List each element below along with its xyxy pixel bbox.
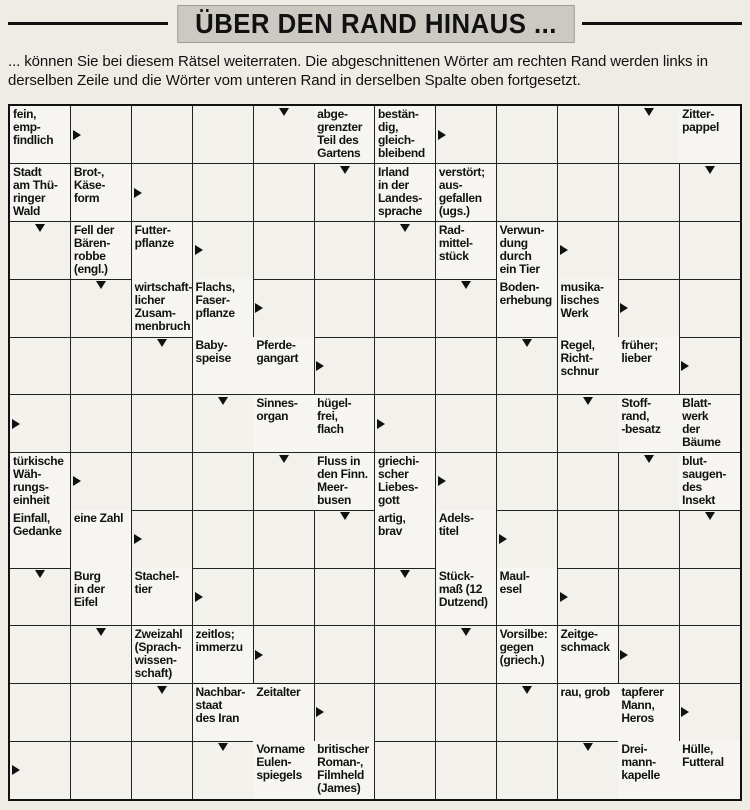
clue-text: blut- saugen- des Insekt (682, 453, 727, 507)
answer-cell[interactable] (314, 568, 375, 626)
clue-text: Stadt am Thü- ringer Wald (13, 164, 58, 218)
clue-text: britischer Roman-, Filmheld (James) (317, 742, 369, 796)
clue-text: hügel- frei, flach (317, 395, 352, 436)
answer-cell[interactable] (253, 510, 314, 568)
answer-cell[interactable] (375, 684, 436, 742)
arrow-down-icon (644, 455, 654, 463)
clue-text: Sinnes- organ (256, 395, 298, 423)
clue-cell (132, 626, 193, 684)
answer-cell[interactable] (679, 568, 740, 626)
clue-cell (558, 337, 619, 395)
answer-cell[interactable] (10, 395, 71, 453)
arrow-right-icon (73, 476, 81, 486)
clue-text: Hülle, Futteral (682, 742, 724, 770)
arrow-down-icon (218, 397, 228, 405)
clue-cell (436, 568, 497, 626)
clue-cell (558, 684, 619, 742)
answer-cell[interactable] (497, 164, 558, 222)
clue-text: Stachel- tier (134, 569, 179, 596)
arrow-down-icon (96, 628, 106, 636)
arrow-down-icon (340, 166, 350, 174)
clue-cell (314, 395, 375, 453)
answer-cell[interactable] (10, 684, 71, 742)
clue-cell (618, 337, 679, 395)
answer-cell[interactable] (558, 510, 619, 568)
clue-text: eine Zahl (73, 511, 124, 526)
title-bar (0, 5, 750, 41)
answer-cell[interactable] (436, 741, 497, 799)
answer-cell[interactable] (558, 164, 619, 222)
clue-cell (558, 626, 619, 684)
clue-cell (679, 453, 740, 511)
arrow-down-icon (96, 281, 106, 289)
crossword-grid (8, 104, 742, 801)
answer-cell[interactable] (253, 279, 314, 337)
answer-cell[interactable] (132, 164, 193, 222)
clue-text: artig, brav (378, 511, 406, 539)
clue-cell (679, 106, 740, 164)
arrow-right-icon (316, 707, 324, 717)
clue-text: bestän- dig, gleich- bleibend (378, 107, 425, 160)
arrow-right-icon (681, 707, 689, 717)
arrow-right-icon (620, 303, 628, 313)
arrow-down-icon (218, 743, 228, 751)
answer-cell[interactable] (314, 164, 375, 222)
answer-cell[interactable] (253, 164, 314, 222)
arrow-down-icon (522, 339, 532, 347)
clue-text: Nachbar- staat des Iran (195, 684, 246, 725)
clue-cell (253, 684, 314, 742)
answer-cell[interactable] (375, 741, 436, 799)
clue-cell (436, 164, 497, 222)
clue-cell (253, 337, 314, 395)
clue-cell (375, 510, 436, 568)
arrow-down-icon (461, 628, 471, 636)
clue-cell (132, 279, 193, 337)
answer-cell[interactable] (71, 741, 132, 799)
answer-cell[interactable] (193, 510, 254, 568)
clue-cell (193, 279, 254, 337)
arrow-down-icon (583, 397, 593, 405)
answer-cell[interactable] (497, 684, 558, 742)
arrow-down-icon (461, 281, 471, 289)
arrow-right-icon (195, 592, 203, 602)
arrow-right-icon (377, 419, 385, 429)
answer-cell[interactable] (497, 106, 558, 164)
clue-cell (436, 510, 497, 568)
answer-cell[interactable] (193, 741, 254, 799)
answer-cell[interactable] (10, 741, 71, 799)
clue-cell (193, 684, 254, 742)
answer-cell[interactable] (679, 337, 740, 395)
answer-cell[interactable] (132, 106, 193, 164)
arrow-down-icon (35, 570, 45, 578)
clue-cell (193, 626, 254, 684)
answer-cell[interactable] (436, 453, 497, 511)
answer-cell[interactable] (132, 684, 193, 742)
answer-cell[interactable] (618, 222, 679, 280)
clue-text: Fell der Bären- robbe (engl.) (73, 222, 115, 276)
clue-text: abge- grenzter Teil des Gartens (317, 107, 363, 160)
arrow-down-icon (644, 108, 654, 116)
answer-cell[interactable] (314, 337, 375, 395)
clue-cell (375, 453, 436, 511)
answer-cell[interactable] (618, 106, 679, 164)
arrow-down-icon (340, 512, 350, 520)
arrow-right-icon (560, 245, 568, 255)
clue-text: Zweizahl (Sprach- wissen- schaft) (134, 626, 183, 680)
answer-cell[interactable] (132, 453, 193, 511)
clue-cell (10, 106, 71, 164)
clue-text: Flachs, Faser- pflanze (195, 280, 235, 321)
clue-cell (253, 395, 314, 453)
answer-cell[interactable] (10, 222, 71, 280)
answer-cell[interactable] (375, 222, 436, 280)
clue-text: Zeitge- schmack (560, 626, 610, 654)
clue-cell (193, 337, 254, 395)
arrow-down-icon (157, 339, 167, 347)
arrow-down-icon (583, 743, 593, 751)
arrow-right-icon (499, 534, 507, 544)
answer-cell[interactable] (436, 106, 497, 164)
arrow-down-icon (705, 512, 715, 520)
answer-cell[interactable] (679, 279, 740, 337)
arrow-right-icon (134, 534, 142, 544)
clue-cell (618, 741, 679, 799)
clue-text: Einfall, Gedanke (13, 511, 62, 539)
clue-cell (375, 164, 436, 222)
arrow-right-icon (134, 188, 142, 198)
clue-text: früher; lieber (621, 338, 658, 365)
answer-cell[interactable] (679, 164, 740, 222)
clue-text: tapferer Mann, Heros (621, 684, 664, 725)
clue-text: Vorsilbe: gegen (griech.) (499, 626, 548, 667)
answer-cell[interactable] (193, 106, 254, 164)
answer-cell[interactable] (193, 453, 254, 511)
arrow-down-icon (279, 108, 289, 116)
clue-cell (132, 222, 193, 280)
answer-cell[interactable] (558, 568, 619, 626)
clue-cell (558, 279, 619, 337)
answer-cell[interactable] (436, 279, 497, 337)
answer-cell[interactable] (314, 222, 375, 280)
answer-cell[interactable] (558, 106, 619, 164)
clue-text: Adels- titel (438, 511, 474, 539)
answer-cell[interactable] (314, 279, 375, 337)
clue-cell (679, 395, 740, 453)
clue-text: rau, grob (560, 684, 610, 699)
arrow-right-icon (73, 130, 81, 140)
answer-cell[interactable] (436, 684, 497, 742)
answer-cell[interactable] (375, 395, 436, 453)
clue-cell (253, 741, 314, 799)
answer-cell[interactable] (71, 337, 132, 395)
answer-cell[interactable] (253, 453, 314, 511)
answer-cell[interactable] (497, 395, 558, 453)
clue-text: Brot-, Käse- form (73, 164, 106, 205)
answer-cell[interactable] (71, 684, 132, 742)
clue-text: Regel, Richt- schnur (560, 338, 599, 378)
clue-text: fein, emp- findlich (13, 107, 54, 147)
answer-cell[interactable] (375, 568, 436, 626)
answer-cell[interactable] (71, 395, 132, 453)
answer-cell[interactable] (10, 337, 71, 395)
answer-cell[interactable] (253, 222, 314, 280)
arrow-right-icon (438, 130, 446, 140)
answer-cell[interactable] (436, 626, 497, 684)
answer-cell[interactable] (497, 453, 558, 511)
arrow-down-icon (279, 455, 289, 463)
answer-cell[interactable] (10, 626, 71, 684)
arrow-right-icon (12, 765, 20, 775)
clue-cell (497, 222, 558, 280)
clue-cell (132, 568, 193, 626)
answer-cell[interactable] (497, 510, 558, 568)
answer-cell[interactable] (71, 279, 132, 337)
answer-cell[interactable] (71, 453, 132, 511)
clue-cell (679, 741, 740, 799)
arrow-right-icon (560, 592, 568, 602)
clue-cell (10, 164, 71, 222)
answer-cell[interactable] (193, 164, 254, 222)
arrow-down-icon (705, 166, 715, 174)
answer-cell[interactable] (10, 568, 71, 626)
answer-cell[interactable] (558, 395, 619, 453)
clue-text: griechi- scher Liebes- gott (378, 453, 419, 507)
clue-text: Blatt- werk der Bäume (682, 395, 721, 449)
arrow-right-icon (681, 361, 689, 371)
arrow-right-icon (12, 419, 20, 429)
answer-cell[interactable] (193, 222, 254, 280)
answer-cell[interactable] (253, 568, 314, 626)
clue-cell (71, 510, 132, 568)
clue-cell (375, 106, 436, 164)
answer-cell[interactable] (679, 684, 740, 742)
answer-cell[interactable] (314, 684, 375, 742)
answer-cell[interactable] (253, 626, 314, 684)
arrow-down-icon (157, 686, 167, 694)
answer-cell[interactable] (314, 626, 375, 684)
arrow-right-icon (438, 476, 446, 486)
answer-cell[interactable] (436, 337, 497, 395)
clue-cell (71, 568, 132, 626)
clue-text: Zitter- pappel (682, 107, 720, 134)
clue-text: zeitlos; immerzu (195, 626, 243, 654)
clue-text: türkische Wäh- rungs- einheit (13, 453, 64, 507)
answer-cell[interactable] (618, 568, 679, 626)
answer-cell[interactable] (558, 222, 619, 280)
answer-cell[interactable] (558, 453, 619, 511)
answer-cell[interactable] (132, 510, 193, 568)
arrow-right-icon (316, 361, 324, 371)
clue-cell (436, 222, 497, 280)
clue-text: Drei- mann- kapelle (621, 742, 660, 783)
puzzle-instructions: ... können Sie bei diesem Rätsel weiterraten. Die abgeschnittenen Wörter am rechten Rand werden links in derselben Zeile und die Wörter vom unteren Rand in derselben Spalte oben fortgesetzt. (8, 53, 708, 89)
arrow-down-icon (522, 686, 532, 694)
clue-text: wirtschaft- licher Zusam- menbruch (134, 280, 193, 334)
clue-text: Baby- speise (195, 338, 232, 365)
answer-cell[interactable] (679, 510, 740, 568)
clue-text: Boden- erhebung (499, 280, 552, 308)
title-rule-right (582, 22, 742, 25)
puzzle-title: ÜBER DEN RAND HINAUS ... (177, 5, 574, 43)
clue-text: Pferde- gangart (256, 338, 299, 365)
clue-text: musika- lisches Werk (560, 280, 604, 321)
arrow-right-icon (620, 650, 628, 660)
arrow-down-icon (400, 224, 410, 232)
clue-cell (497, 279, 558, 337)
answer-cell[interactable] (132, 741, 193, 799)
clue-text: Burg in der Eifel (73, 569, 105, 609)
answer-cell[interactable] (618, 279, 679, 337)
clue-cell (314, 106, 375, 164)
answer-cell[interactable] (132, 337, 193, 395)
arrow-right-icon (255, 650, 263, 660)
clue-cell (10, 510, 71, 568)
answer-cell[interactable] (436, 395, 497, 453)
arrow-right-icon (195, 245, 203, 255)
clue-cell (497, 626, 558, 684)
answer-cell[interactable] (679, 222, 740, 280)
answer-cell[interactable] (193, 395, 254, 453)
answer-cell[interactable] (375, 626, 436, 684)
answer-cell[interactable] (253, 106, 314, 164)
clue-text: Irland in der Landes- sprache (378, 164, 422, 218)
arrow-down-icon (35, 224, 45, 232)
answer-cell[interactable] (375, 279, 436, 337)
clue-text: Fluss in den Finn. Meer- busen (317, 453, 368, 507)
clue-cell (618, 684, 679, 742)
clue-text: Stoff- rand, -besatz (621, 395, 661, 436)
answer-cell[interactable] (618, 626, 679, 684)
clue-cell (71, 222, 132, 280)
arrow-right-icon (255, 303, 263, 313)
answer-cell[interactable] (193, 568, 254, 626)
clue-cell (10, 453, 71, 511)
answer-cell[interactable] (497, 337, 558, 395)
clue-text: Rad- mittel- stück (438, 222, 473, 263)
title-rule-left (8, 22, 168, 25)
clue-text: verstört; aus- gefallen (ugs.) (438, 164, 485, 218)
clue-cell (314, 741, 375, 799)
clue-text: Stück- maß (12 Dutzend) (438, 569, 488, 609)
clue-text: Futter- pflanze (134, 222, 174, 250)
answer-cell[interactable] (618, 453, 679, 511)
clue-text: Maul- esel (499, 569, 530, 596)
answer-cell[interactable] (10, 279, 71, 337)
clue-text: Zeitalter (256, 684, 301, 699)
clue-text: Verwun- dung durch ein Tier (499, 222, 545, 276)
answer-cell[interactable] (132, 395, 193, 453)
clue-cell (314, 453, 375, 511)
answer-cell[interactable] (679, 626, 740, 684)
answer-cell[interactable] (618, 510, 679, 568)
answer-cell[interactable] (618, 164, 679, 222)
arrow-down-icon (400, 570, 410, 578)
answer-cell[interactable] (497, 741, 558, 799)
clue-cell (71, 164, 132, 222)
answer-cell[interactable] (71, 106, 132, 164)
answer-cell[interactable] (375, 337, 436, 395)
answer-cell[interactable] (558, 741, 619, 799)
clue-text: Vorname Eulen- spiegels (256, 742, 305, 783)
answer-cell[interactable] (71, 626, 132, 684)
clue-cell (618, 395, 679, 453)
answer-cell[interactable] (314, 510, 375, 568)
clue-cell (497, 568, 558, 626)
